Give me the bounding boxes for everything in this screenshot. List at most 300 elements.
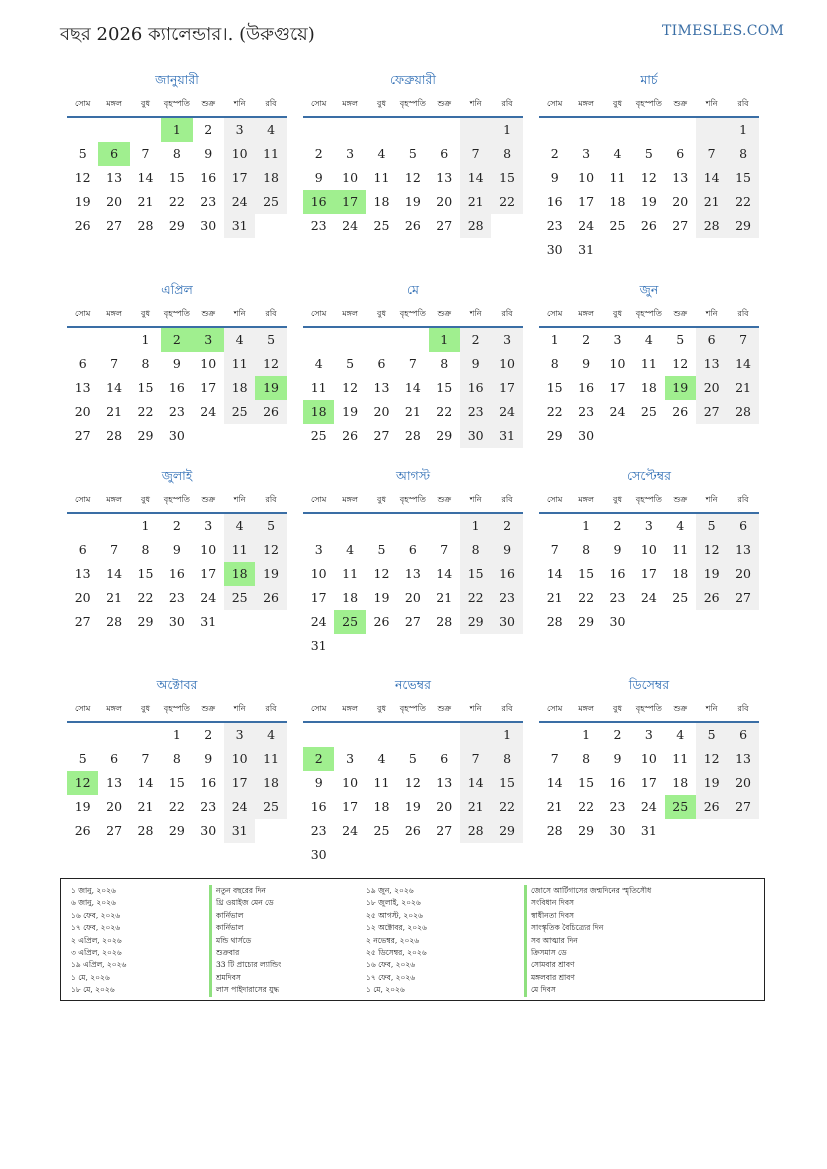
month-name: জানুয়ারী: [155, 72, 199, 87]
day-cell: 17: [310, 590, 327, 605]
legend-date: ২৫ আগস্ট, ২০২৬: [366, 910, 423, 920]
day-cell: 28: [436, 614, 453, 629]
day-cell: 17: [640, 566, 657, 581]
day-cell: 23: [200, 799, 217, 814]
weekday-label: সোম: [547, 704, 563, 713]
day-cell: 24: [310, 614, 327, 629]
day-cell: 6: [377, 356, 386, 371]
weekday-label: সোম: [75, 309, 91, 318]
day-cell: 26: [255, 400, 286, 424]
day-cell: 24: [640, 590, 657, 605]
day-cell: 7: [440, 542, 449, 557]
day-cell: 24: [224, 795, 255, 819]
brand-link[interactable]: TIMESLES.COM: [662, 23, 785, 39]
day-cell: 2: [613, 727, 622, 742]
day-cell: 1: [582, 518, 591, 533]
day-cell: 13: [106, 170, 123, 185]
weekday-label: বুধ: [141, 309, 150, 318]
day-cell: 11: [310, 380, 327, 395]
day-cell: 12: [373, 566, 390, 581]
day-cell: 3: [613, 332, 622, 347]
day-cell: 6: [110, 751, 119, 766]
weekday-label: সোম: [311, 309, 327, 318]
empty-cell: [429, 118, 460, 142]
day-cell: 2: [460, 328, 491, 352]
weekday-header: [303, 699, 523, 723]
day-cell: 20: [672, 194, 689, 209]
weekday-label: সোম: [547, 495, 563, 504]
day-cell: 25: [373, 218, 390, 233]
legend-holiday-name: শুক্রবার: [209, 947, 281, 959]
day-cell: 19: [255, 562, 286, 586]
day-cell: 15: [460, 562, 491, 586]
day-cell: 27: [436, 823, 453, 838]
empty-cell: [397, 328, 428, 352]
legend-date: ১২ অক্টোবর, ২০২৬: [366, 923, 427, 933]
empty-cell: [460, 118, 491, 142]
legend-holiday-name: কার্নিভাল: [209, 910, 281, 922]
day-cell: 21: [137, 799, 154, 814]
day-cell: 21: [106, 590, 123, 605]
day-cell: 23: [310, 823, 327, 838]
day-cell: 26: [74, 218, 91, 233]
day-cell: 13: [436, 170, 453, 185]
day-cell: 20: [727, 562, 758, 586]
empty-cell: [303, 514, 334, 538]
day-cell: 16: [168, 566, 185, 581]
empty-cell: [397, 118, 428, 142]
day-cell: 19: [342, 404, 359, 419]
day-cell: 13: [696, 352, 727, 376]
day-cell: 9: [204, 751, 213, 766]
day-cell: 9: [204, 146, 213, 161]
day-cell: 23: [200, 194, 217, 209]
day-cell: 31: [224, 819, 255, 843]
day-cell: 14: [137, 170, 154, 185]
day-cell: 29: [436, 428, 453, 443]
weekday-label: বুধ: [377, 704, 386, 713]
day-cell: 13: [672, 170, 689, 185]
day-cell: 21: [137, 194, 154, 209]
day-cell: 25: [224, 586, 255, 610]
day-cell: 22: [578, 590, 595, 605]
day-cell: 29: [578, 823, 595, 838]
day-cell: 11: [373, 170, 390, 185]
day-cell: 18: [672, 566, 689, 581]
day-cell: 10: [342, 775, 359, 790]
weekday-label: শনি: [233, 309, 246, 318]
day-cell: 7: [408, 356, 417, 371]
day-cell: 22: [546, 404, 563, 419]
day-cell: 1: [460, 514, 491, 538]
day-cell: 21: [460, 795, 491, 819]
legend-date: ১৬ ফেব, ২০২৬: [366, 960, 416, 970]
day-cell: 28: [106, 428, 123, 443]
day-cell: 29: [460, 610, 491, 634]
day-cell: 11: [640, 356, 657, 371]
day-cell: 28: [106, 614, 123, 629]
day-cell: 6: [408, 542, 417, 557]
weekday-header: [303, 490, 523, 514]
day-cell: 4: [377, 751, 386, 766]
month-block: [67, 280, 287, 448]
weekday-label: বুধ: [141, 99, 150, 108]
weekday-label: বৃহস্পতি: [635, 309, 662, 318]
empty-cell: [67, 328, 98, 352]
weekday-header: [67, 94, 287, 118]
day-cell: 10: [578, 170, 595, 185]
day-cell: 14: [727, 352, 758, 376]
day-cell: 8: [491, 142, 522, 166]
legend-holiday-name: 33 টি প্রাচ্যের ল্যান্ডিং: [209, 959, 281, 971]
day-cell: 16: [310, 799, 327, 814]
day-cell: 9: [550, 170, 559, 185]
day-cell: 30: [168, 428, 185, 443]
day-cell: 18: [640, 380, 657, 395]
day-cell: 4: [644, 332, 653, 347]
month-block: [303, 675, 523, 867]
weekday-label: মঙ্গল: [578, 99, 594, 108]
holiday-legend: [60, 878, 765, 1001]
legend-names-col-2: [524, 885, 651, 997]
weekday-label: বৃহস্পতি: [635, 99, 662, 108]
day-cell: 27: [727, 795, 758, 819]
day-cell: 27: [727, 586, 758, 610]
day-cell: 8: [141, 542, 150, 557]
day-cell: 27: [672, 218, 689, 233]
day-cell: 11: [255, 142, 286, 166]
day-cell: 30: [168, 614, 185, 629]
day-grid: [539, 514, 759, 634]
day-cell: 17: [224, 166, 255, 190]
day-cell: 2: [204, 122, 213, 137]
day-cell: 3: [644, 518, 653, 533]
day-cell: 4: [346, 542, 355, 557]
weekday-label: বৃহস্পতি: [163, 309, 190, 318]
holiday-day-cell: 19: [665, 376, 696, 400]
day-cell: 17: [200, 380, 217, 395]
legend-holiday-name: জোসে আর্টিগাসের জন্মদিনের স্মৃতিসৌধ: [524, 885, 651, 897]
month-block: [67, 675, 287, 843]
day-cell: 5: [696, 723, 727, 747]
day-cell: 1: [141, 518, 150, 533]
day-cell: 15: [137, 380, 154, 395]
day-cell: 25: [640, 404, 657, 419]
weekday-header: [67, 490, 287, 514]
empty-cell: [98, 118, 129, 142]
day-cell: 20: [106, 799, 123, 814]
legend-holiday-name: মন্ডি থার্সডে: [209, 935, 281, 947]
day-cell: 12: [640, 170, 657, 185]
day-cell: 24: [200, 404, 217, 419]
day-cell: 15: [491, 166, 522, 190]
day-cell: 5: [255, 328, 286, 352]
weekday-label: বৃহস্পতি: [635, 495, 662, 504]
day-cell: 24: [342, 218, 359, 233]
day-cell: 3: [224, 118, 255, 142]
day-cell: 14: [404, 380, 421, 395]
day-cell: 30: [200, 823, 217, 838]
weekday-label: বৃহস্পতি: [163, 495, 190, 504]
day-cell: 6: [78, 542, 87, 557]
empty-cell: [366, 723, 397, 747]
day-cell: 7: [460, 142, 491, 166]
month-name: জুলাই: [161, 468, 193, 483]
day-cell: 23: [491, 586, 522, 610]
day-cell: 17: [609, 380, 626, 395]
day-cell: 19: [696, 771, 727, 795]
legend-holiday-name: শ্রমদিবস: [209, 972, 281, 984]
day-cell: 18: [342, 590, 359, 605]
weekday-label: মঙ্গল: [106, 99, 122, 108]
holiday-day-cell: 1: [429, 328, 460, 352]
day-cell: 20: [74, 404, 91, 419]
day-cell: 11: [609, 170, 626, 185]
day-cell: 28: [137, 823, 154, 838]
day-cell: 1: [141, 332, 150, 347]
day-cell: 14: [436, 566, 453, 581]
day-cell: 13: [74, 380, 91, 395]
day-cell: 30: [546, 242, 563, 257]
holiday-day-cell: 18: [303, 400, 334, 424]
month-block: [67, 70, 287, 238]
day-cell: 12: [696, 747, 727, 771]
month-name: সেপ্টেম্বর: [627, 468, 671, 483]
day-cell: 7: [110, 356, 119, 371]
day-cell: 1: [727, 118, 758, 142]
weekday-label: সোম: [311, 99, 327, 108]
day-cell: 6: [78, 356, 87, 371]
day-cell: 15: [137, 566, 154, 581]
weekday-header: [539, 304, 759, 328]
month-name: ডিসেম্বর: [628, 677, 670, 692]
day-cell: 10: [310, 566, 327, 581]
day-cell: 21: [727, 376, 758, 400]
weekday-label: বুধ: [377, 99, 386, 108]
month-block: [539, 675, 759, 843]
day-cell: 10: [200, 356, 217, 371]
day-cell: 29: [137, 428, 154, 443]
weekday-header: [539, 490, 759, 514]
day-cell: 10: [200, 542, 217, 557]
day-cell: 21: [696, 190, 727, 214]
day-cell: 18: [224, 376, 255, 400]
empty-cell: [539, 118, 570, 142]
day-grid: [303, 328, 523, 448]
day-cell: 15: [546, 380, 563, 395]
empty-cell: [334, 328, 365, 352]
legend-date: ২ নভেম্বর, ২০২৬: [366, 935, 420, 945]
weekday-label: মঙ্গল: [106, 309, 122, 318]
weekday-label: মঙ্গল: [342, 704, 358, 713]
day-grid: [303, 723, 523, 867]
day-cell: 7: [141, 146, 150, 161]
day-cell: 17: [640, 775, 657, 790]
weekday-label: বৃহস্পতি: [399, 99, 426, 108]
month-block: [539, 280, 759, 448]
day-cell: 9: [460, 352, 491, 376]
legend-date: ১৮ মে, ২০২৬: [71, 985, 115, 995]
legend-date: ১৭ ফেব, ২০২৬: [366, 972, 416, 982]
day-cell: 28: [137, 218, 154, 233]
holiday-day-cell: 2: [161, 328, 192, 352]
day-cell: 28: [460, 819, 491, 843]
weekday-label: মঙ্গল: [578, 704, 594, 713]
month-name: অক্টোবর: [156, 677, 198, 692]
legend-date: ১ মে, ২০২৬: [71, 972, 110, 982]
day-cell: 11: [224, 352, 255, 376]
day-cell: 21: [460, 190, 491, 214]
empty-cell: [539, 723, 570, 747]
day-cell: 20: [436, 799, 453, 814]
day-cell: 26: [74, 823, 91, 838]
day-cell: 11: [255, 747, 286, 771]
day-cell: 19: [74, 194, 91, 209]
day-cell: 27: [404, 614, 421, 629]
weekday-header: [303, 304, 523, 328]
day-cell: 20: [106, 194, 123, 209]
day-cell: 21: [404, 404, 421, 419]
weekday-label: শনি: [233, 704, 246, 713]
day-cell: 16: [491, 562, 522, 586]
weekday-label: শনি: [469, 704, 482, 713]
weekday-label: মঙ্গল: [342, 99, 358, 108]
legend-holiday-name: সব আত্মার দিন: [524, 935, 651, 947]
day-cell: 26: [696, 586, 727, 610]
holiday-day-cell: 17: [334, 190, 365, 214]
day-cell: 8: [440, 356, 449, 371]
weekday-label: বৃহস্পতি: [163, 704, 190, 713]
day-cell: 11: [342, 566, 359, 581]
day-cell: 26: [696, 795, 727, 819]
weekday-label: রবি: [265, 704, 277, 713]
weekday-label: শনি: [469, 99, 482, 108]
day-cell: 3: [644, 727, 653, 742]
month-block: [67, 466, 287, 634]
month-block: [303, 70, 523, 238]
month-block: [303, 466, 523, 658]
day-grid: [67, 723, 287, 843]
weekday-label: শনি: [233, 99, 246, 108]
day-cell: 4: [314, 356, 323, 371]
day-cell: 25: [310, 428, 327, 443]
day-cell: 24: [491, 400, 522, 424]
day-cell: 4: [224, 514, 255, 538]
day-cell: 10: [224, 142, 255, 166]
day-cell: 16: [609, 775, 626, 790]
legend-holiday-name: মে দিবস: [524, 984, 651, 996]
day-cell: 26: [672, 404, 689, 419]
day-cell: 28: [460, 214, 491, 238]
day-cell: 24: [609, 404, 626, 419]
day-cell: 16: [200, 775, 217, 790]
day-cell: 15: [168, 170, 185, 185]
day-cell: 4: [377, 146, 386, 161]
day-cell: 13: [436, 775, 453, 790]
day-cell: 12: [404, 170, 421, 185]
weekday-label: শনি: [705, 495, 718, 504]
day-cell: 12: [672, 356, 689, 371]
day-cell: 20: [436, 194, 453, 209]
day-cell: 4: [613, 146, 622, 161]
weekday-label: শনি: [705, 99, 718, 108]
day-cell: 9: [314, 170, 323, 185]
month-name: মার্চ: [640, 72, 658, 87]
day-cell: 12: [255, 352, 286, 376]
legend-date: ১৯ জুন, ২০২৬: [366, 886, 414, 895]
weekday-label: শুক্র: [201, 309, 216, 318]
day-cell: 31: [491, 424, 522, 448]
weekday-label: মঙ্গল: [578, 495, 594, 504]
empty-cell: [334, 723, 365, 747]
day-cell: 14: [460, 166, 491, 190]
day-cell: 25: [672, 590, 689, 605]
day-cell: 11: [672, 542, 689, 557]
day-cell: 18: [373, 194, 390, 209]
day-cell: 5: [78, 751, 87, 766]
weekday-label: শুক্র: [437, 704, 452, 713]
day-cell: 21: [106, 404, 123, 419]
day-cell: 13: [106, 775, 123, 790]
weekday-label: সোম: [75, 704, 91, 713]
day-grid: [539, 328, 759, 448]
day-cell: 22: [578, 799, 595, 814]
day-cell: 14: [460, 771, 491, 795]
holiday-day-cell: 3: [193, 328, 224, 352]
weekday-label: সোম: [75, 495, 91, 504]
day-cell: 28: [546, 823, 563, 838]
day-grid: [303, 118, 523, 238]
day-cell: 6: [696, 328, 727, 352]
weekday-label: রবি: [501, 309, 513, 318]
day-cell: 28: [727, 400, 758, 424]
day-cell: 30: [310, 847, 327, 862]
day-cell: 3: [346, 751, 355, 766]
weekday-label: সোম: [311, 704, 327, 713]
day-cell: 24: [640, 799, 657, 814]
weekday-label: মঙ্গল: [578, 309, 594, 318]
day-cell: 5: [696, 514, 727, 538]
legend-holiday-name: সোমবার শ্রাবণ: [524, 959, 651, 971]
day-cell: 6: [440, 751, 449, 766]
empty-cell: [67, 723, 98, 747]
day-cell: 27: [74, 428, 91, 443]
day-cell: 24: [578, 218, 595, 233]
day-cell: 27: [106, 218, 123, 233]
day-cell: 3: [224, 723, 255, 747]
weekday-label: শুক্র: [437, 99, 452, 108]
day-cell: 9: [172, 542, 181, 557]
day-cell: 8: [141, 356, 150, 371]
day-grid: [539, 118, 759, 262]
day-cell: 22: [491, 190, 522, 214]
holiday-day-cell: 2: [303, 747, 334, 771]
weekday-label: শুক্র: [437, 495, 452, 504]
empty-cell: [397, 723, 428, 747]
day-cell: 7: [727, 328, 758, 352]
month-name: নভেম্বর: [394, 677, 432, 692]
day-cell: 23: [546, 218, 563, 233]
day-cell: 13: [74, 566, 91, 581]
day-cell: 18: [609, 194, 626, 209]
day-cell: 16: [546, 194, 563, 209]
legend-holiday-name: স্বাধীনতা দিবস: [524, 910, 651, 922]
weekday-header: [539, 699, 759, 723]
day-cell: 10: [342, 170, 359, 185]
day-cell: 23: [168, 590, 185, 605]
day-cell: 13: [373, 380, 390, 395]
day-cell: 17: [491, 376, 522, 400]
